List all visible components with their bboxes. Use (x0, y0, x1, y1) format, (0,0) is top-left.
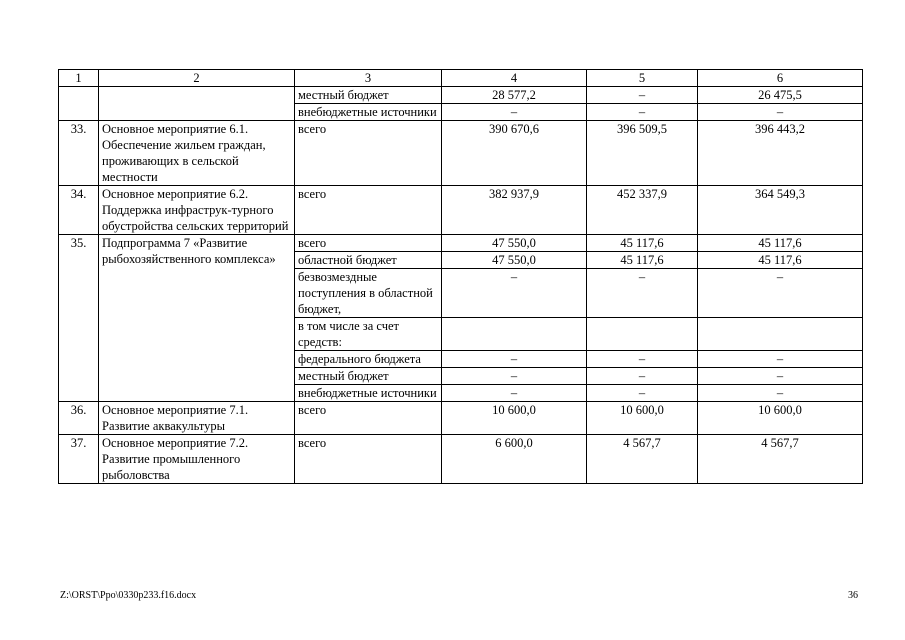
table-row (59, 402, 863, 435)
value-col6: 396 443,2 (698, 121, 863, 186)
value-col5: – (587, 351, 698, 368)
header-cell: 3 (295, 70, 442, 87)
header-cell: 4 (442, 70, 587, 87)
value-col4: 382 937,9 (442, 186, 587, 235)
value-col4: 47 550,0 (442, 252, 587, 269)
value-col5: – (587, 87, 698, 104)
value-col5: 10 600,0 (587, 402, 698, 435)
value-col4: 6 600,0 (442, 435, 587, 484)
value-col5: – (587, 269, 698, 318)
header-cell: 6 (698, 70, 863, 87)
funding-source: в том числе за счет средств: (295, 318, 442, 351)
row-name: Основное мероприятие 6.2. Поддержка инфраструк-турного обустройства сельских территорий (99, 186, 295, 235)
funding-source: местный бюджет (295, 87, 442, 104)
funding-source: всего (295, 435, 442, 484)
table-row (59, 121, 863, 186)
table-row (59, 87, 863, 104)
value-col4: 28 577,2 (442, 87, 587, 104)
value-col6: 10 600,0 (698, 402, 863, 435)
row-number: 35. (59, 235, 99, 402)
budget-table (58, 69, 863, 484)
value-col4: – (442, 104, 587, 121)
value-col5: – (587, 385, 698, 402)
row-name: Основное мероприятие 7.2. Развитие промышленного рыболовства (99, 435, 295, 484)
value-col6: 364 549,3 (698, 186, 863, 235)
value-col4: – (442, 385, 587, 402)
value-col6: 45 117,6 (698, 235, 863, 252)
header-cell: 5 (587, 70, 698, 87)
value-col6: 45 117,6 (698, 252, 863, 269)
value-col6: 26 475,5 (698, 87, 863, 104)
value-col5: – (587, 368, 698, 385)
funding-source: всего (295, 121, 442, 186)
funding-source: федерального бюджета (295, 351, 442, 368)
value-col5: 45 117,6 (587, 235, 698, 252)
value-col5: 45 117,6 (587, 252, 698, 269)
value-col6: – (698, 351, 863, 368)
value-col5 (587, 318, 698, 351)
row-number (59, 87, 99, 121)
funding-source: безвозмездные поступления в областной бюджет, (295, 269, 442, 318)
value-col4: – (442, 351, 587, 368)
value-col6: – (698, 269, 863, 318)
row-name (99, 87, 295, 121)
value-col6: – (698, 104, 863, 121)
value-col4: 10 600,0 (442, 402, 587, 435)
header-cell: 1 (59, 70, 99, 87)
funding-source: внебюджетные источники (295, 104, 442, 121)
row-name: Основное мероприятие 7.1. Развитие аквакультуры (99, 402, 295, 435)
funding-source: местный бюджет (295, 368, 442, 385)
row-number: 36. (59, 402, 99, 435)
row-number: 34. (59, 186, 99, 235)
funding-source: всего (295, 402, 442, 435)
value-col5: 4 567,7 (587, 435, 698, 484)
row-name: Подпрограмма 7 «Развитие рыбохозяйственного комплекса» (99, 235, 295, 402)
table-row (59, 435, 863, 484)
value-col5: – (587, 104, 698, 121)
funding-source: всего (295, 186, 442, 235)
value-col4: – (442, 368, 587, 385)
column-number-row (59, 70, 863, 87)
value-col6 (698, 318, 863, 351)
value-col6: – (698, 385, 863, 402)
value-col5: 452 337,9 (587, 186, 698, 235)
value-col6: – (698, 368, 863, 385)
funding-source: внебюджетные источники (295, 385, 442, 402)
page-number: 36 (848, 590, 858, 601)
header-cell: 2 (99, 70, 295, 87)
value-col5: 396 509,5 (587, 121, 698, 186)
value-col4 (442, 318, 587, 351)
value-col6: 4 567,7 (698, 435, 863, 484)
value-col4: 47 550,0 (442, 235, 587, 252)
value-col4: 390 670,6 (442, 121, 587, 186)
value-col4: – (442, 269, 587, 318)
funding-source: областной бюджет (295, 252, 442, 269)
funding-source: всего (295, 235, 442, 252)
row-name: Основное мероприятие 6.1. Обеспечение жильем граждан, проживающих в сельской местности (99, 121, 295, 186)
row-number: 37. (59, 435, 99, 484)
table-row (59, 235, 863, 252)
file-path: Z:\ORST\Ppo\0330p233.f16.docx (60, 590, 197, 601)
row-number: 33. (59, 121, 99, 186)
table-row (59, 186, 863, 235)
